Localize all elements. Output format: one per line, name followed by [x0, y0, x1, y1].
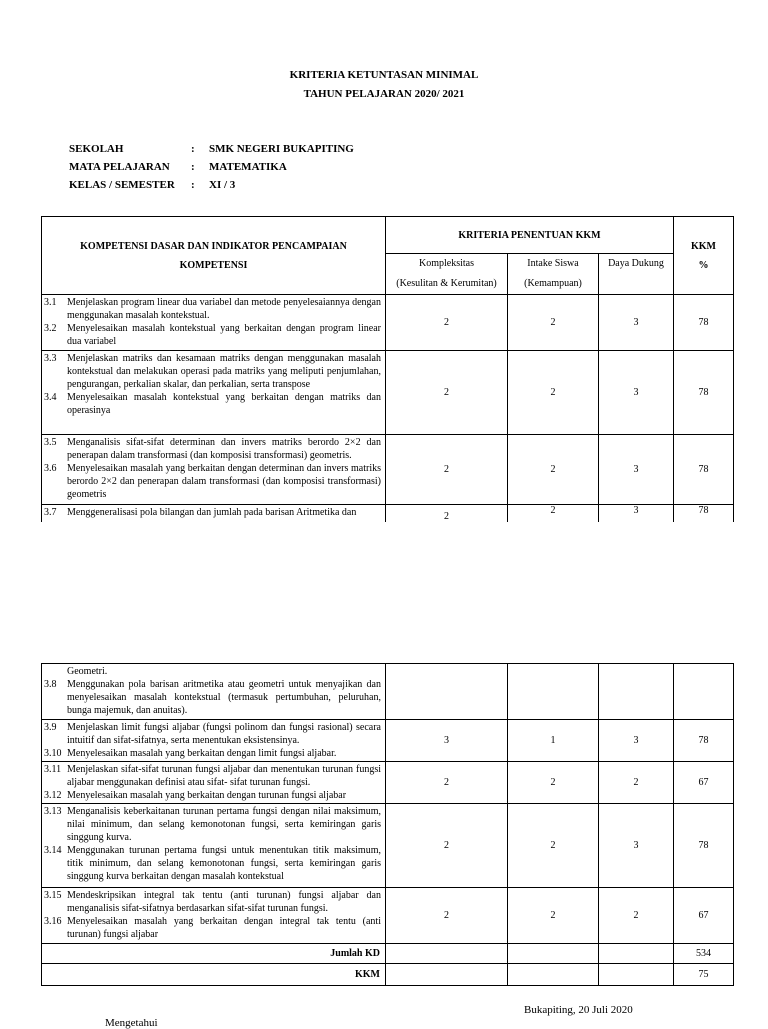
intake-value: 2	[508, 804, 599, 888]
table-row	[42, 888, 734, 944]
kd-item: 3.15 Mendeskripsikan integral tak tentu (anti turunan) fungsi aljabar dan menganalisis sifat-sifatnya berdasarkan sifat-sifat turunan fungsi.	[44, 890, 381, 914]
info-label: KELAS / SEMESTER	[69, 179, 175, 191]
intake-value: 1	[508, 720, 599, 762]
header-intake-label: Intake Siswa	[527, 258, 579, 269]
kd-item: 3.2 Menyelesaikan masalah kontekstual yang berkaitan dengan program linear dua variabel	[44, 323, 381, 347]
kd-item: 3.6 Menyelesaikan masalah yang berkaitan dengan determinan dan invers matriks berordo 2×2 dan penerapan dalam transformasi (dan komposisi transformasi) geometris	[44, 463, 381, 500]
intake-value	[508, 664, 599, 720]
header-kkm-percent: %	[698, 259, 709, 271]
table-row	[42, 762, 734, 804]
header-intake-sub: (Kemampuan)	[524, 278, 582, 289]
table-row	[42, 804, 734, 888]
kd-item: 3.5 Menganalisis sifat-sifat determinan dan invers matriks berordo 2×2 dan penerapan dalam transformasi (dan komposisi transformasi) geometris.	[44, 437, 381, 461]
kompleksitas-value: 2	[386, 295, 508, 351]
kkm-value: 67	[674, 762, 734, 804]
kompleksitas-value: 3	[386, 720, 508, 762]
table-row	[42, 664, 734, 720]
daya-value: 3	[599, 804, 674, 888]
kkm-value: 78	[674, 351, 734, 435]
kd-cell	[42, 351, 386, 435]
kkm-value: 78	[674, 720, 734, 762]
info-kelas: KELAS / SEMESTER : XI / 3	[69, 179, 236, 191]
kd-item: 3.7 Menggeneralisasi pola bilangan dan jumlah pada barisan Aritmetika dan	[44, 507, 357, 518]
table-row	[42, 295, 734, 351]
info-sekolah: SEKOLAH : SMK NEGERI BUKAPITING	[69, 143, 354, 155]
intake-value: 2	[508, 435, 599, 505]
info-mapel: MATA PELAJARAN : MATEMATIKA	[69, 161, 287, 173]
kkm-final-value: 75	[674, 964, 734, 986]
intake-value: 2	[508, 295, 599, 351]
daya-value: 3	[599, 435, 674, 505]
header-kkm-label: KKM	[691, 240, 716, 252]
kkm-value: 67	[674, 888, 734, 944]
kkm-value: 78	[674, 505, 734, 522]
kkm-row	[42, 964, 734, 986]
kd-item: 3.12 Menyelesaikan masalah yang berkaitan dengan turunan fungsi aljabar	[44, 790, 347, 801]
kompleksitas-value: 2	[386, 505, 508, 522]
kd-item: 3.4 Menyelesaikan masalah kontekstual yang berkaitan dengan matriks dan operasinya	[44, 392, 381, 416]
header-kompleksitas	[386, 254, 508, 295]
info-value: XI / 3	[209, 179, 236, 191]
table-row	[42, 435, 734, 505]
info-label: MATA PELAJARAN	[69, 161, 170, 173]
header-kompleksitas-label: Kompleksitas	[419, 258, 474, 269]
daya-value: 3	[599, 351, 674, 435]
kkm-value	[674, 664, 734, 720]
kd-item: 3.10 Menyelesaikan masalah yang berkaitan dengan limit fungsi aljabar.	[44, 748, 337, 759]
header-intake	[508, 254, 599, 295]
kd-item: 3.1 Menjelaskan program linear dua variabel dan metode penyelesaiannya dengan menggunakan masalah kontekstual.	[44, 297, 381, 321]
kd-item: 3.16 Menyelesaikan masalah yang berkaitan dengan integral tak tentu (anti turunan) fungsi aljabar	[44, 916, 381, 940]
header-kd: KOMPETENSI DASAR DAN INDIKATOR PENCAMPAIAN KOMPETENSI	[42, 217, 386, 295]
kd-item: 3.13 Menganalisis keberkaitanan turunan pertama fungsi dengan nilai maksimum, nilai minimum, dan selang kemonotonan fungsi, serta kemiringan garis singgung kurva.	[44, 806, 381, 843]
daya-value: 2	[599, 762, 674, 804]
intake-value: 2	[508, 888, 599, 944]
daya-value: 2	[599, 888, 674, 944]
kkm-table-page1	[41, 216, 734, 522]
intake-value: 2	[508, 505, 599, 522]
kompleksitas-value: 2	[386, 804, 508, 888]
doc-title: KRITERIA KETUNTASAN MINIMAL	[289, 69, 479, 81]
daya-value: 3	[599, 720, 674, 762]
kd-item: 3.9 Menjelaskan limit fungsi aljabar (fungsi polinom dan fungsi rasional) secara intuitif dan sifat-sifatnya, serta menentukan eksistensinya.	[44, 722, 381, 746]
daya-value	[599, 664, 674, 720]
kd-cell	[42, 720, 386, 762]
kompleksitas-value	[386, 664, 508, 720]
kkm-value: 78	[674, 804, 734, 888]
table-row	[42, 720, 734, 762]
kd-cell	[42, 762, 386, 804]
mengetahui-label: Mengetahui	[105, 1017, 158, 1029]
kompleksitas-value: 2	[386, 435, 508, 505]
kkm-table-page2	[41, 663, 734, 986]
kd-item: 3.11 Menjelaskan sifat-sifat turunan fungsi aljabar dan menentukan turunan fungsi aljabar menggunakan definisi atau sifat- sifat turunan fungsi.	[44, 764, 381, 788]
header-kompleksitas-sub: (Kesulitan & Kerumitan)	[396, 278, 497, 289]
kd-item: 3.14 Menggunakan turunan pertama fungsi untuk menentukan titik maksimum, titik minimum, dan selang kemonotonan fungsi, serta kemiringan garis singgung kurva berkaitan dengan masalah kontekstual	[44, 845, 381, 882]
daya-value: 3	[599, 295, 674, 351]
kd-cell	[42, 888, 386, 944]
kd-cell	[42, 435, 386, 505]
kd-cell	[42, 505, 386, 522]
kompleksitas-value: 2	[386, 888, 508, 944]
info-label: SEKOLAH	[69, 143, 124, 155]
kd-item: 3.8 Menggunakan pola barisan aritmetika atau geometri untuk menyajikan dan menyelesaikan masalah kontekstual (termasuk pertumbuhan, peluruhan, bunga majemuk, dan anuitas).	[44, 679, 381, 716]
table-row	[42, 351, 734, 435]
header-kkm	[674, 217, 734, 295]
header-daya: Daya Dukung	[599, 254, 674, 295]
daya-value: 3	[599, 505, 674, 522]
table-row	[42, 505, 734, 522]
kkm-label: KKM	[42, 964, 386, 986]
jumlah-value: 534	[674, 944, 734, 964]
kd-cell	[42, 664, 386, 720]
kkm-value: 78	[674, 295, 734, 351]
jumlah-row	[42, 944, 734, 964]
kkm-value: 78	[674, 435, 734, 505]
place-date: Bukapiting, 20 Juli 2020	[524, 1004, 633, 1016]
kd-cell	[42, 295, 386, 351]
header-kriteria: KRITERIA PENENTUAN KKM	[386, 217, 674, 254]
intake-value: 2	[508, 351, 599, 435]
doc-subtitle: TAHUN PELAJARAN 2020/ 2021	[303, 88, 465, 100]
info-value: SMK NEGERI BUKAPITING	[209, 143, 354, 155]
kd-cell	[42, 804, 386, 888]
jumlah-label: Jumlah KD	[42, 944, 386, 964]
intake-value: 2	[508, 762, 599, 804]
kompleksitas-value: 2	[386, 762, 508, 804]
kd-continuation: Geometri.	[67, 666, 108, 677]
kompleksitas-value: 2	[386, 351, 508, 435]
kd-item: 3.3 Menjelaskan matriks dan kesamaan matriks dengan menggunakan masalah kontekstual dan melakukan operasi pada matriks yang meliputi penjumlahan, pengurangan, perkalian skalar, dan perkalian, serta transpose	[44, 353, 381, 390]
info-value: MATEMATIKA	[209, 161, 287, 173]
